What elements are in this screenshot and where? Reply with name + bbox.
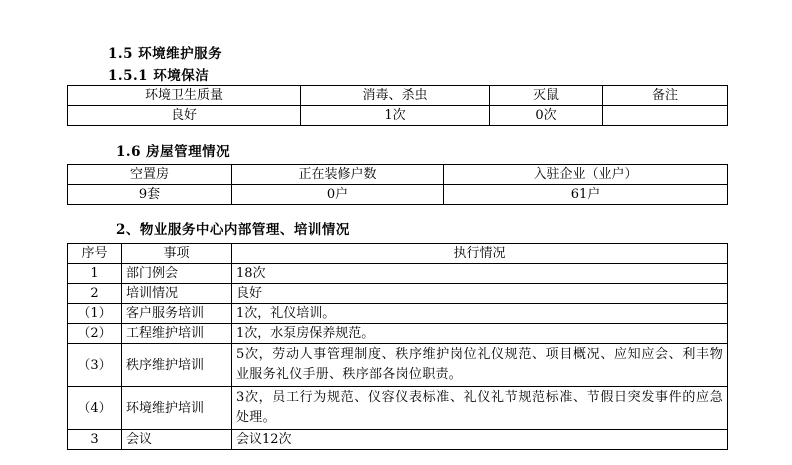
row-item: 培训情况 — [122, 284, 232, 304]
table-header-row — [68, 165, 728, 185]
row-detail: 18次 — [232, 264, 728, 284]
row-index: （2） — [68, 324, 122, 344]
section-heading-internal: 2、物业服务中心内部管理、培训情况 — [116, 222, 350, 238]
row-detail: 1次，礼仪培训。 — [232, 304, 728, 324]
header-cell: 执行情况 — [232, 244, 728, 264]
subsection-heading-cleaning: 1.5.1 环境保洁 — [108, 68, 210, 84]
section-heading-housing: 1.6 房屋管理情况 — [116, 144, 231, 160]
row-index: （3） — [68, 344, 122, 387]
header-cell: 事项 — [122, 244, 232, 264]
table-cell — [603, 106, 728, 126]
table-row — [68, 106, 728, 126]
header-cell: 灭鼠 — [490, 86, 603, 106]
header-cell: 入驻企业（业户） — [444, 165, 728, 185]
header-cell: 环境卫生质量 — [68, 86, 301, 106]
table-row — [68, 344, 728, 387]
row-item: 部门例会 — [122, 264, 232, 284]
env-cleaning-table — [67, 85, 728, 126]
row-item: 环境维护培训 — [122, 387, 232, 430]
header-cell: 备注 — [603, 86, 728, 106]
table-cell: 61户 — [444, 185, 728, 205]
table-header-row — [68, 244, 728, 264]
row-detail: 会议12次 — [232, 430, 728, 450]
row-detail: 良好 — [232, 284, 728, 304]
table-row — [68, 264, 728, 284]
table-row — [68, 430, 728, 450]
housing-table — [67, 164, 728, 205]
row-item: 会议 — [122, 430, 232, 450]
row-item: 客户服务培训 — [122, 304, 232, 324]
table-row — [68, 387, 728, 430]
row-detail: 3次，员工行为规范、仪容仪表标准、礼仪礼节规范标准、节假日突发事件的应急处理。 — [232, 387, 728, 430]
row-index: 2 — [68, 284, 122, 304]
table-header-row — [68, 86, 728, 106]
header-cell: 消毒、杀虫 — [301, 86, 490, 106]
row-item: 工程维护培训 — [122, 324, 232, 344]
table-cell: 9套 — [68, 185, 232, 205]
row-detail: 5次，劳动人事管理制度、秩序维护岗位礼仪规范、项目概况、应知应会、利丰物业服务礼仪手册、秩序部各岗位职责。 — [232, 344, 728, 387]
internal-management-table — [67, 243, 728, 450]
table-cell: 0次 — [490, 106, 603, 126]
section-heading-env: 1.5 环境维护服务 — [108, 46, 223, 62]
table-cell: 良好 — [68, 106, 301, 126]
table-row — [68, 324, 728, 344]
header-cell: 正在装修户数 — [232, 165, 444, 185]
row-index: 1 — [68, 264, 122, 284]
row-item: 秩序维护培训 — [122, 344, 232, 387]
row-index: 3 — [68, 430, 122, 450]
table-row — [68, 304, 728, 324]
header-cell: 空置房 — [68, 165, 232, 185]
table-cell: 0户 — [232, 185, 444, 205]
row-index: （1） — [68, 304, 122, 324]
table-row — [68, 284, 728, 304]
header-cell: 序号 — [68, 244, 122, 264]
table-row — [68, 185, 728, 205]
row-detail: 1次，水泵房保养规范。 — [232, 324, 728, 344]
row-index: （4） — [68, 387, 122, 430]
table-cell: 1次 — [301, 106, 490, 126]
